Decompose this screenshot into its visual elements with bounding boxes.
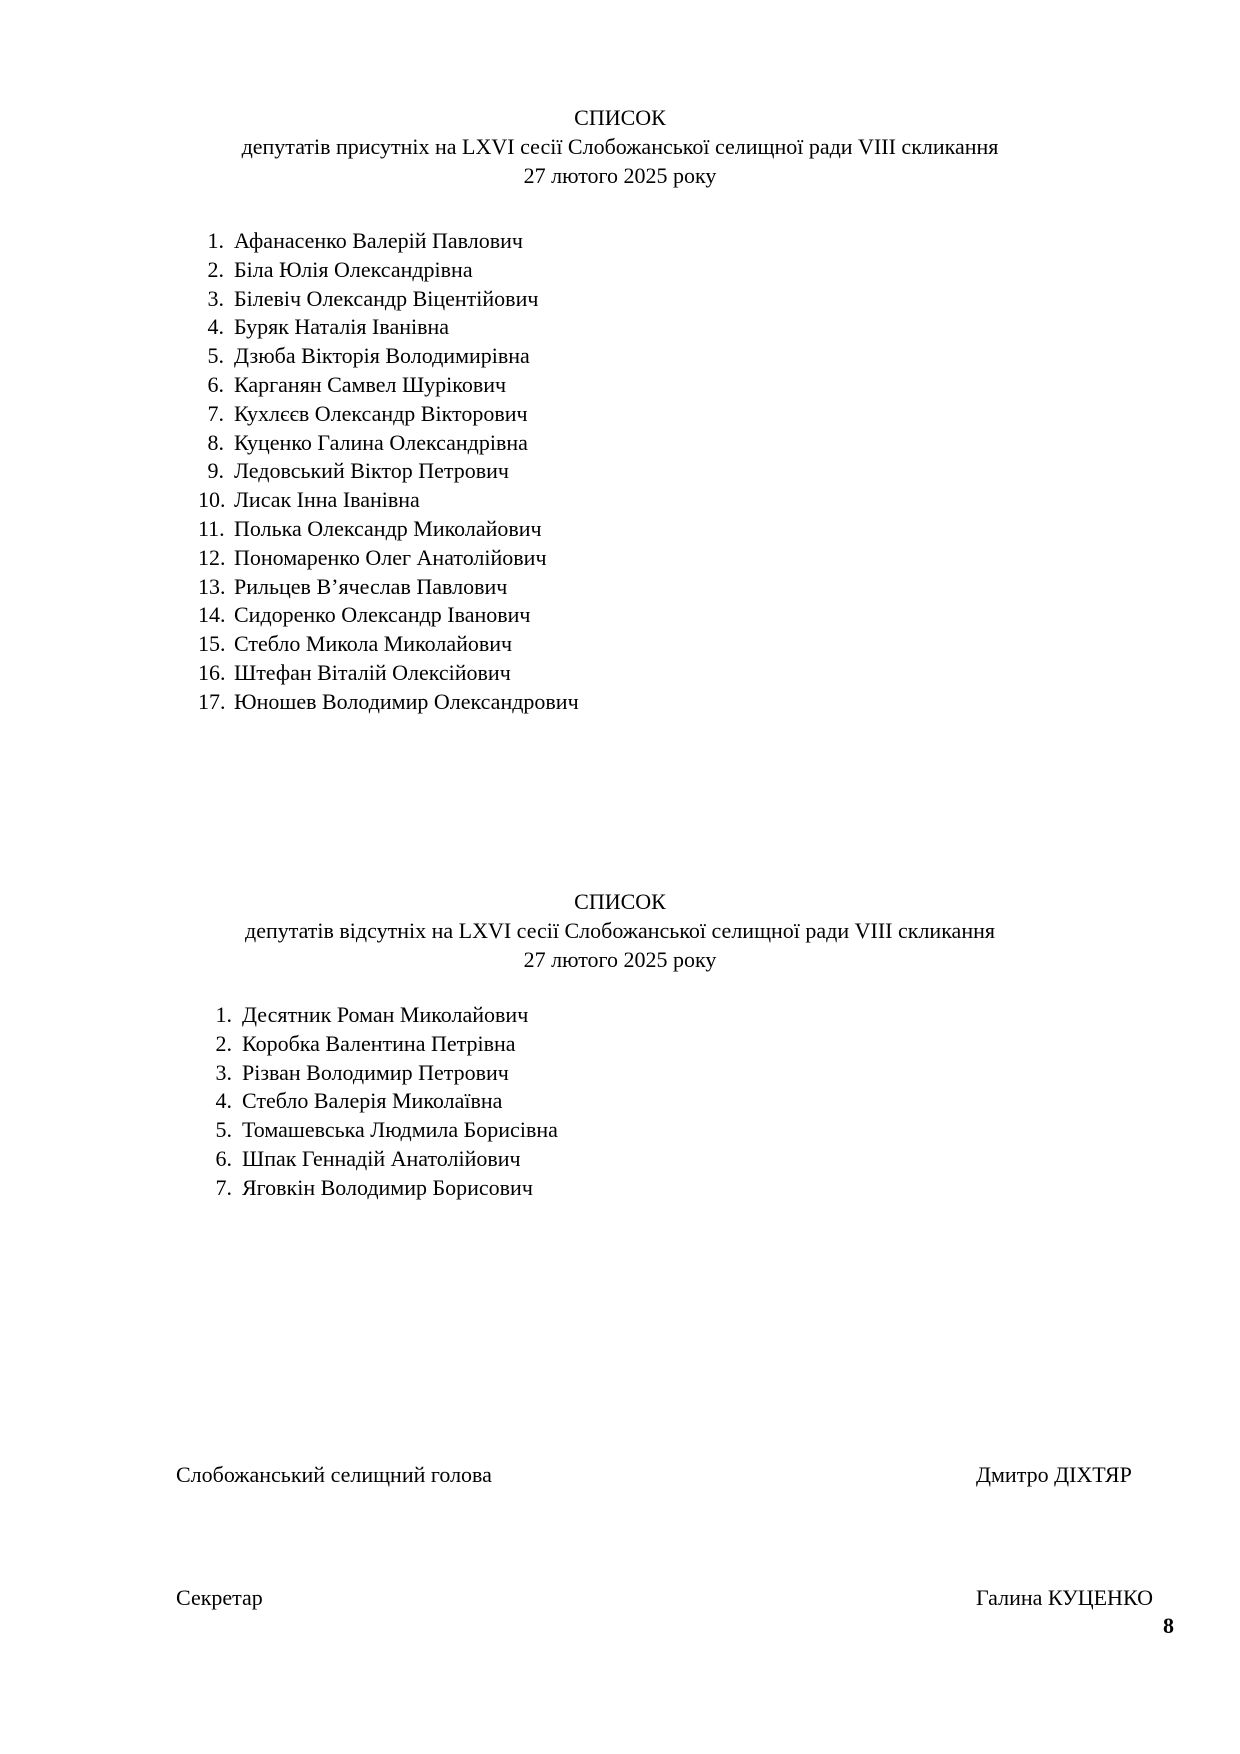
list-item-number: 3.: [207, 285, 224, 311]
list-item-number: 5.: [207, 343, 224, 369]
list-item-number: 8.: [207, 429, 224, 455]
list-item: [206, 1145, 558, 1174]
present-title: СПИСОК: [574, 105, 666, 130]
list-item: [198, 573, 579, 602]
list-item-name: Рильцев В’ячеслав Павлович: [234, 573, 508, 599]
list-item-number: 14.: [198, 602, 226, 628]
list-item: [206, 1030, 558, 1059]
present-subtitle: депутатів присутніх на LXVI сесії Слобожанської селищної ради VIII скликання: [241, 133, 999, 159]
list-item-number: 11.: [198, 515, 225, 541]
list-item: [206, 1001, 558, 1030]
list-item: [198, 659, 579, 688]
secretary-role: Секретар: [176, 1585, 263, 1610]
list-item-name: Біла Юлія Олександрівна: [234, 256, 473, 282]
list-item-name: Кухлєєв Олександр Вікторович: [234, 400, 528, 426]
head-role: Слобожанський селищний голова: [176, 1462, 492, 1487]
list-item: [198, 515, 579, 544]
list-item-name: Різван Володимир Петрович: [242, 1059, 509, 1085]
list-item: [198, 429, 579, 458]
list-item: [198, 688, 579, 717]
page-number: 8: [1163, 1613, 1174, 1638]
list-item-number: 6.: [215, 1145, 232, 1171]
list-item-number: 6.: [207, 371, 224, 397]
secretary-name: Галина КУЦЕНКО: [976, 1585, 1153, 1610]
absent-date: 27 лютого 2025 року: [523, 946, 717, 972]
list-item-number: 4.: [207, 314, 224, 340]
list-item-number: 4.: [215, 1088, 232, 1114]
list-item-number: 7.: [207, 400, 224, 426]
list-item: [198, 371, 579, 400]
list-item-name: Афанасенко Валерій Павлович: [234, 228, 523, 253]
list-item-number: 7.: [215, 1174, 232, 1200]
list-item-name: Дзюба Вікторія Володимирівна: [234, 343, 530, 369]
list-item-name: Карганян Самвел Шурікович: [234, 371, 507, 397]
absent-heading: [0, 888, 1240, 974]
list-item-number: 5.: [215, 1117, 232, 1143]
list-item-name: Коробка Валентина Петрівна: [242, 1030, 516, 1056]
list-item-name: Лисак Інна Іванівна: [234, 487, 420, 513]
list-item-number: 10.: [198, 487, 226, 513]
list-item: [206, 1087, 558, 1116]
present-heading: [0, 104, 1240, 190]
list-item-name: Стебло Микола Миколайович: [234, 631, 513, 657]
list-item-number: 2.: [215, 1030, 232, 1056]
list-item: [198, 457, 579, 486]
list-item-name: Шпак Геннадій Анатолійович: [242, 1145, 521, 1171]
list-item-name: Білевіч Олександр Віцентійович: [234, 285, 539, 311]
list-item-name: Стебло Валерія Миколаївна: [242, 1088, 503, 1114]
list-item: [198, 256, 579, 285]
list-item-number: 15.: [198, 631, 226, 657]
list-item: [206, 1059, 558, 1088]
list-item: [206, 1116, 558, 1145]
list-item-name: Юношев Володимир Олександрович: [234, 688, 579, 714]
list-item-number: 2.: [207, 256, 224, 282]
list-item-name: Десятник Роман Миколайович: [242, 1002, 529, 1027]
list-item: [198, 544, 579, 573]
list-item-name: Куценко Галина Олександрівна: [234, 429, 528, 455]
list-item-name: Яговкін Володимир Борисович: [242, 1174, 533, 1200]
list-item-name: Пономаренко Олег Анатолійович: [234, 544, 547, 570]
list-item-number: 3.: [215, 1059, 232, 1085]
list-item: [198, 486, 579, 515]
present-list: [198, 227, 579, 717]
absent-title: СПИСОК: [574, 889, 666, 914]
list-item: [198, 342, 579, 371]
list-item-number: 17.: [198, 688, 226, 714]
list-item: [198, 601, 579, 630]
list-item-number: 1.: [215, 1002, 232, 1027]
list-item: [198, 285, 579, 314]
list-item: [198, 313, 579, 342]
list-item-number: 1.: [207, 228, 224, 253]
list-item: [198, 630, 579, 659]
list-item-name: Сидоренко Олександр Іванович: [234, 602, 531, 628]
list-item-name: Буряк Наталія Іванівна: [234, 314, 450, 340]
list-item: [198, 227, 579, 256]
list-item-name: Полька Олександр Миколайович: [234, 515, 542, 541]
absent-list: [206, 1001, 558, 1203]
list-item-number: 13.: [198, 573, 226, 599]
list-item-number: 16.: [198, 659, 226, 685]
list-item-name: Штефан Віталій Олексійович: [234, 659, 511, 685]
present-date: 27 лютого 2025 року: [523, 162, 717, 188]
list-item-name: Ледовський Віктор Петрович: [234, 458, 509, 484]
list-item-name: Томашевська Людмила Борисівна: [242, 1117, 558, 1143]
head-name: Дмитро ДІХТЯР: [976, 1462, 1132, 1487]
list-item: [198, 400, 579, 429]
list-item-number: 9.: [207, 458, 224, 484]
list-item-number: 12.: [198, 544, 226, 570]
list-item: [206, 1174, 558, 1203]
absent-subtitle: депутатів відсутніх на LXVI сесії Слобожанської селищної ради VIII скликання: [245, 917, 995, 943]
